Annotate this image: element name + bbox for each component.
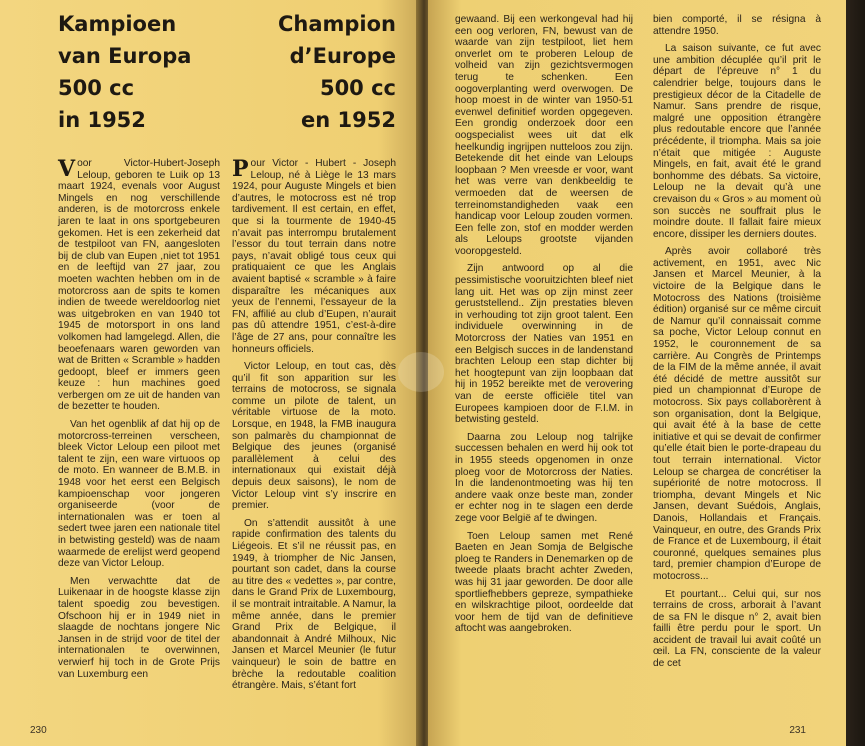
paragraph: Pour Victor - Hubert - Joseph Leloup, né à Liège le 13 mars 1924, pour Auguste Mingels et bien d’autres, le motocross est né trop tardivement. Il est certain, en effet, que si la tourmente de 1940-45 n’avait pas interrompu brutalement l’essor du tout terrain dans notre pays, n’avait obligé tous ceux qui pratiquaient ce que les Anglais avaient baptisé « scramble » à faire disparaître les mécaniques aux yeux de l’ennemi, l’essayeur de la FN, affilié au club d’Eupen, n’aurait pas dû attendre 1951, c’est-à-dire l’âge de 27 ans, pour connaître les honneurs officiels. [232,156,396,355]
right-page [428,0,846,746]
heading-french-column [232,8,396,136]
paragraph: Victor Leloup, en tout cas, dès qu’il fit son apparition sur les terrains de motocross, se signala comme un pilote de talent, un véritable virtuose de la moto. Lorsque, en 1948, la FMB inaugura son palmarès du championnat de Belgique des jeunes (organisé parallèlement à celui des internationaux qui existait déjà depuis deux saisons), le nom de Victor Leloup vint s’y inscrire en premier. [232,361,396,512]
watermark-stamp [398,352,444,392]
page-number: 230 [30,725,47,736]
paragraph: Voor Victor-Hubert-Joseph Leloup, geboren te Luik op 13 maart 1924, evenals voor August Mingels en nog verschillende anderen, is de motorcross enkele jaren te laat in ons sportgebeuren gekomen. Het is een zekerheid dat de testpiloot van FN, aangesloten bij de club van Eupen ,niet tot 1951 en de leeftijd van 27 jaar, zou moeten wachten hebben om in de motorcross aan de spits te komen indien de tweede wereldoorlog niet was uitgebroken en van 1940 tot 1945 de motorsport in ons land volkomen had lamgelegd. Allen, die beoefenaars waren geworden van wat de Britten « Scramble » hadden gedoopt, bleef er immers geen keuze : hun machines goed verbergen om ze uit de handen van de bezetter te houden. [58,156,220,413]
dutch-text-column [58,158,220,686]
paragraph: Men verwachtte dat de Luikenaar in de hoogste klasse zijn talent spoedig zou bevestigen. Ofschoon hij er in 1949 niet in slaagde de nochtans jongere Nic Jansen in de strijd voor de titel der internationalen te overwinnen, verwierf hij toch in de Grote Prijs van Luxemburg een [58,575,220,680]
paragraph: La saison suivante, ce fut avec une ambition décuplée qu’il prit le départ de l’épreuve n° 1 du calendrier belge, toujours dans le prestigieux décor de la Citadelle de Namur. Sans prendre de risque, malgré une opposition étrangère plus redoutable encore que l’année précédente, il triompha. Mais sa joie n’était que mitigée : Auguste Mingels, en fait, avait été le grand bonhomme des débats. Sa victoire, Leloup ne la devait qu’à une crevaison du « Gros » au moment où son succès ne souffrait plus le moindre doute. Il fallait faire mieux encore, dissiper les derniers doutes. [653,43,821,240]
paragraph: Toen Leloup samen met René Baeten en Jean Somja de Belgische ploeg te Randers in Denemarken op de tweede plaats bracht achter Zweden, was hij 31 jaar geworden. De door alle sportliefhebbers gepreze, sympathieke en wilskrachtige piloot, oordeelde dat voor hem de tijd van de definitieve aftocht was aangebroken. [455,530,633,635]
heading-line: 500 cc [58,76,135,100]
drop-cap: V [58,156,76,182]
drop-cap: P [232,156,249,182]
heading-line: van Europa [58,44,192,68]
paragraph: gewaand. Bij een werkongeval had hij een oog verloren, FN, bewust van de waarde van zijn testpiloot, liet hem onverlet om te proberen Leloup de volheid van zijn gezichtsvermogen terug te schenken. Een oogoverplanting werd overwogen. De hoop moest in de winter van 1950-51 evenwel definitief worden opgegeven. Een grondig onderzoek door een oogspecialist wees uit dat elk heelkundig ingrijpen nutteloos zou zijn. Betekende dit het einde van Leloups loopbaan ? Men vreesde er voor, want het was verre van denkbeeldig te vermoeden dat de weersen de terreinomstandigheden vaak een handicap voor Leloup zouden vormen. Een felle zon, stof en modder werden als Leloups grootste vijanden vooropgesteld. [455,14,633,257]
paragraph: bien comporté, il se résigna à attendre 1950. [653,14,821,37]
french-text-column [653,14,821,676]
paragraph: Van het ogenblik af dat hij op de motorcross-terreinen verscheen, bleek Victor Leloup een piloot met talent te zijn, een ware virtuoos op de moto. En wanneer de B.M.B. in 1948 voor het eerst een Belgisch kampioenschap voor jongeren organiseerde (voor de internationalen was er toen al sedert twee jaren een nationale titel in betwisting gesteld) was de naam waarmede de erelijst werd geopend deze van Victor Leloup. [58,419,220,570]
paragraph: Et pourtant... Celui qui, sur nos terrains de cross, arborait à l’avant de sa FN le disque n° 2, avait bien failli être perdu pour le sport. Un accident de travail lui avait coûté un œil. La FN, consciente de la valeur de cet [653,588,821,670]
dutch-text-column [455,14,633,641]
heading-dutch [58,8,220,136]
background-edge [846,0,865,746]
page-number: 231 [789,725,806,736]
heading-line: Kampioen [58,12,177,36]
heading-french [232,8,396,136]
paragraph: Après avoir collaboré très activement, en 1951, avec Nic Jansen et Marcel Meunier, à la victoire de la Belgique dans le Motocross des Nations (troisième édition) organisé sur ce même circuit de Namur qu’il connaissait comme sa poche, Victor Leloup connut en 1952, le couronnement de sa carrière. Au Congrès de Printemps de la FIM de la même année, il avait été décidé de mettre aussitôt sur pied un championnat d’Europe de motocross. Six pays collaborèrent à son organisation, dont la Belgique, qui avait été à la base de cette initiative et qui se devait de confirmer qu’elle était bien le porte-drapeau du tout terrain international. Victor Leloup se chargea de concrétiser la supériorité de notre motocross. Il triompha, devant Mingels et Nic Jansen, devant Suédois, Anglais, Danois, Hollandais et Français. Vainqueur, en outre, des Grands Prix de France et de Luxembourg, il était couronné, quelques semaines plus tard, premier champion d’Europe de motocross... [653,246,821,582]
left-page [0,0,420,746]
paragraph: Daarna zou Leloup nog talrijke successen behalen en werd hij ook tot in 1955 steeds opgenomen in onze ploeg voor de Motorcross der Naties. In die landenontmoeting was hij ten andere vaak onze beste man, zonder er echter nog in te slagen een derde zege voor België af te dwingen. [455,431,633,524]
heading-line: en 1952 [301,108,396,132]
heading-line: in 1952 [58,108,146,132]
french-text-column [232,158,396,698]
paragraph: Zijn antwoord op al die pessimistische vooruitzichten bleef niet lang uit. Het was op zijn minst zeer geruststellend.. Zijn prestaties bleven in verhouding tot zijn groot talent. Een individuele overwinning in de Motorcross der Naties van 1951 en een Belgisch succes in de landenstand brachten Leloup een stap dichter bij het hoogtepunt van zijn loopbaan dat hij in 1952 bereikte met de verovering van de eerste officiële titel van Europees kampioen door de F.I.M. in betwisting gesteld. [455,263,633,426]
heading-line: d’Europe [289,44,396,68]
paragraph: On s’attendit aussitôt à une rapide confirmation des talents du Liégeois. Et s’il ne réussit pas, en 1949, à triompher de Nic Jansen, pourtant son cadet, dans la course au titre des « vedettes », par contre, dans le Grand Prix de Luxembourg, il se montrait intraitable. A Namur, la même année, dans le premier Grand Prix de Belgique, il abandonnait à André Milhoux, Nic Jansen et Marcel Meunier (le futur vainqueur) le soin de battre en brèche la redoutable coalition étrangère. Mais, s’étant fort [232,517,396,692]
heading-dutch-column [58,8,220,136]
heading-line: 500 cc [319,76,396,100]
heading-line: Champion [277,12,396,36]
